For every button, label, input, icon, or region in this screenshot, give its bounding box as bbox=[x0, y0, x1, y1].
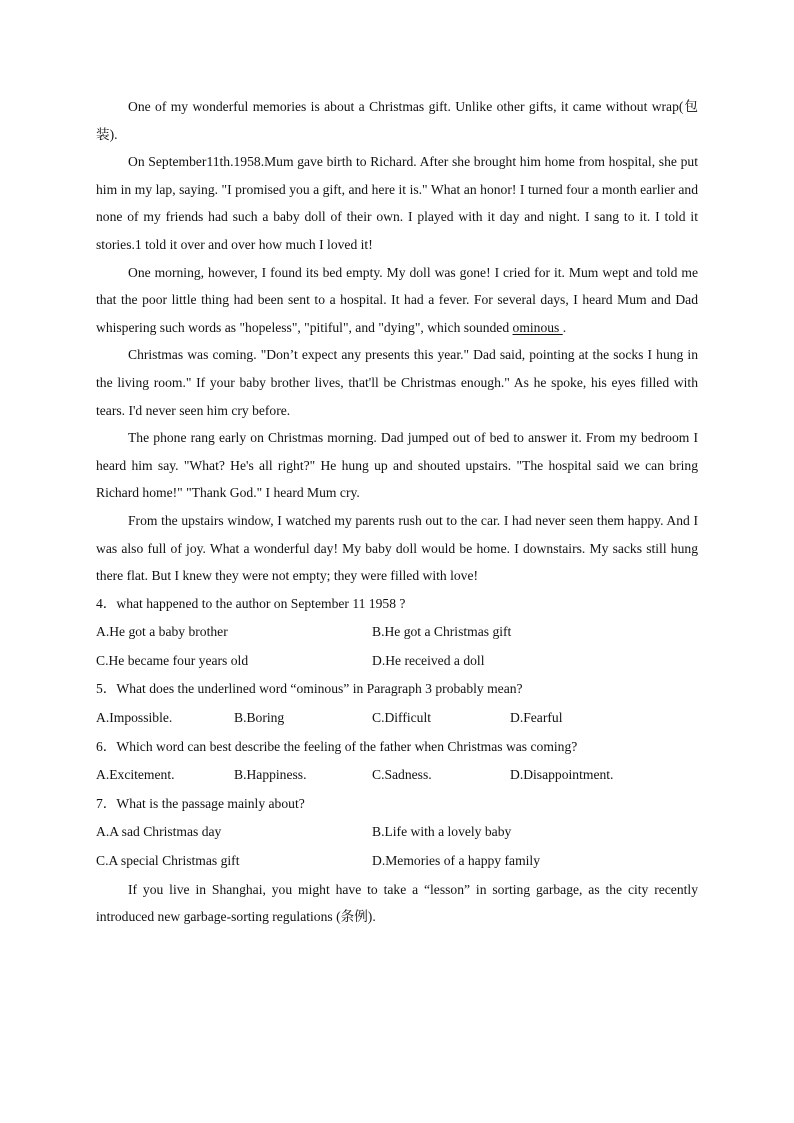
passage-paragraph-6: From the upstairs window, I watched my parents rush out to the car. I had never seen them happy. And I was also full of joy. What a wonderful day! My baby doll would be home. I downstairs. My sacks still hung there flat. But I knew they were not empty; they were filled with love! bbox=[96, 512, 698, 584]
question-7-option-a: A.A sad Christmas day bbox=[96, 824, 222, 840]
question-6 bbox=[96, 733, 698, 790]
question-6-stem: 6．Which word can best describe the feeling of the father when Christmas was coming? bbox=[96, 738, 578, 754]
question-6-options bbox=[96, 761, 698, 790]
question-7-option-b: B.Life with a lovely baby bbox=[372, 824, 512, 840]
paragraph-3-text: One morning, however, I found its bed empty. My doll was gone! I cried for it. Mum wept and told me that the poor little thing had been sent to a hospital. It had a fever. For several days, I heard Mum and Dad whispering such words as "hopeless", "pitiful", and "dying", which sounded bbox=[96, 264, 698, 335]
question-5-option-d: D.Fearful bbox=[510, 710, 563, 726]
question-5-option-a: A.Impossible. bbox=[96, 710, 173, 726]
next-passage-paragraph-1: If you live in Shanghai, you might have to take a “lesson” in sorting garbage, as the city recently introduced new garbage-sorting regulations (条例). bbox=[96, 881, 698, 925]
question-7-option-c: C.A special Christmas gift bbox=[96, 853, 240, 869]
question-7-option-d: D.Memories of a happy family bbox=[372, 853, 540, 869]
question-4-option-a: A.He got a baby brother bbox=[96, 624, 228, 640]
paragraph-3-end: . bbox=[562, 319, 567, 335]
passage-paragraph-4: Christmas was coming. "Don’t expect any presents this year." Dad said, pointing at the socks I hung in the living room." If your baby brother lives, that'll be Christmas enough." As he spoke, his eyes filled with tears. I'd never seen him cry before. bbox=[96, 347, 698, 418]
question-4 bbox=[96, 590, 698, 676]
passage-paragraph-3 bbox=[96, 259, 698, 342]
passage-paragraph-2: On September11th.1958.Mum gave birth to Richard. After she brought him home from hospital, she put him in my lap, saying. "I promised you a gift, and here it is." What an honor! I turned four a month earlier and none of my friends had such a baby doll of their own. I played with it day and night. I sang to it. I told it stories.1 told it over and over how much I loved it! bbox=[96, 154, 698, 252]
question-7 bbox=[96, 790, 698, 876]
underlined-word-ominous: ominous bbox=[512, 319, 563, 335]
question-6-option-c: C.Sadness. bbox=[372, 767, 432, 783]
question-4-stem: 4．what happened to the author on September 11 1958 ? bbox=[96, 595, 406, 611]
question-4-option-d: D.He received a doll bbox=[372, 652, 485, 668]
question-6-option-a: A.Excitement. bbox=[96, 767, 175, 783]
passage-paragraph-5: The phone rang early on Christmas morning. Dad jumped out of bed to answer it. From my bedroom I heard him say. "What? He's all right?" He hung up and shouted upstairs. "The hospital said we can bring Richard home!" "Thank God." I heard Mum cry. bbox=[96, 430, 698, 501]
question-4-options bbox=[96, 618, 698, 675]
question-5-option-c: C.Difficult bbox=[372, 710, 432, 726]
question-6-option-b: B.Happiness. bbox=[234, 767, 307, 783]
question-5-options bbox=[96, 704, 698, 733]
question-7-options bbox=[96, 818, 698, 875]
question-5-stem: 5．What does the underlined word “ominous” in Paragraph 3 probably mean? bbox=[96, 681, 523, 697]
question-6-option-d: D.Disappointment. bbox=[510, 767, 614, 783]
question-5 bbox=[96, 675, 698, 732]
question-4-option-c: C.He became four years old bbox=[96, 652, 249, 668]
question-5-option-b: B.Boring bbox=[234, 710, 285, 726]
question-4-option-b: B.He got a Christmas gift bbox=[372, 624, 512, 640]
document-page bbox=[96, 93, 698, 931]
question-7-stem: 7．What is the passage mainly about? bbox=[96, 795, 305, 811]
passage-paragraph-1: One of my wonderful memories is about a Christmas gift. Unlike other gifts, it came without wrap(包装). bbox=[96, 99, 698, 142]
